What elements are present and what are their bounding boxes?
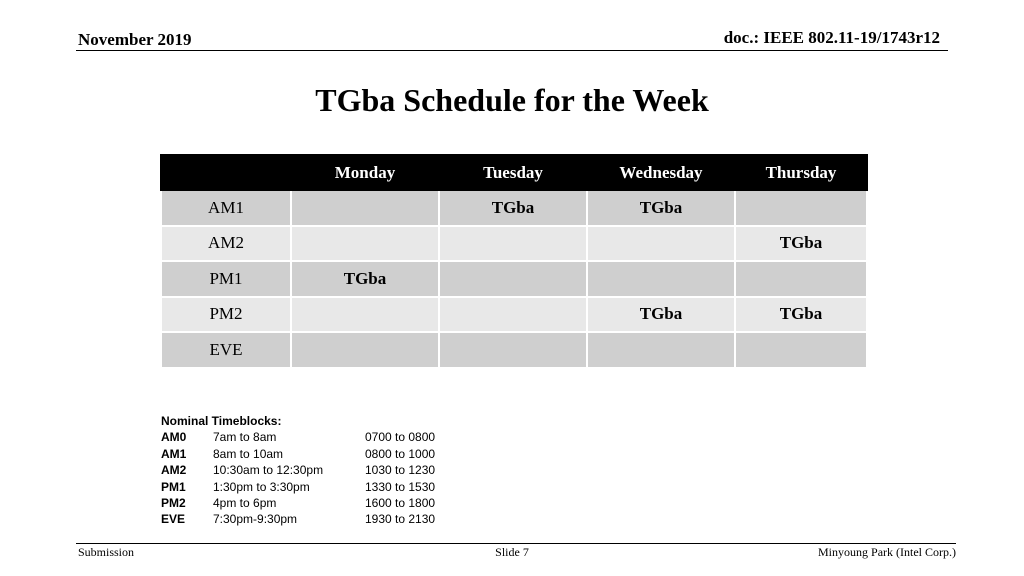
timeblock-military-time: 1600 to 1800 — [365, 495, 436, 510]
timeblock-military-time: 1330 to 1530 — [365, 479, 436, 494]
column-header-tuesday: Tuesday — [439, 155, 587, 190]
table-cell — [735, 190, 867, 226]
timeblock-code: AM2 — [161, 463, 187, 478]
timeblock-military-time: 0700 to 0800 — [365, 430, 436, 445]
timeblock-row — [161, 511, 436, 527]
header-date: November 2019 — [78, 30, 192, 49]
header-divider — [76, 50, 948, 51]
timeblock-code: PM2 — [161, 495, 186, 510]
row-label: AM1 — [161, 190, 291, 226]
timeblock-row — [161, 495, 436, 511]
table-row — [161, 332, 867, 368]
schedule-table — [160, 154, 868, 369]
timeblock-time: 1:30pm to 3:30pm — [213, 479, 310, 494]
timeblock-row — [161, 429, 436, 445]
row-label: EVE — [161, 332, 291, 368]
column-header-wednesday: Wednesday — [587, 155, 735, 190]
timeblock-time: 10:30am to 12:30pm — [213, 463, 324, 478]
timeblock-code: EVE — [161, 512, 186, 527]
table-cell — [291, 190, 439, 226]
table-row — [161, 261, 867, 297]
table-row — [161, 190, 867, 226]
timeblock-row — [161, 479, 436, 495]
timeblocks-legend — [161, 413, 436, 528]
schedule-header-row — [161, 155, 867, 190]
table-cell — [439, 226, 587, 262]
column-header-thursday: Thursday — [735, 155, 867, 190]
table-cell: TGba — [439, 190, 587, 226]
table-cell — [291, 297, 439, 333]
timeblock-code: PM1 — [161, 479, 186, 494]
timeblocks-heading: Nominal Timeblocks: — [161, 414, 282, 428]
column-header-monday: Monday — [291, 155, 439, 190]
table-cell: TGba — [735, 297, 867, 333]
table-cell: TGba — [587, 297, 735, 333]
table-cell — [291, 332, 439, 368]
table-row — [161, 297, 867, 333]
table-cell — [439, 261, 587, 297]
timeblock-code: AM0 — [161, 430, 187, 445]
table-cell — [439, 332, 587, 368]
timeblock-military-time: 1030 to 1230 — [365, 463, 436, 478]
timeblock-code: AM1 — [161, 446, 187, 461]
footer-divider — [76, 543, 956, 544]
timeblock-row — [161, 446, 436, 462]
table-cell: TGba — [735, 226, 867, 262]
table-cell — [587, 226, 735, 262]
timeblock-time: 8am to 10am — [213, 446, 284, 461]
timeblock-military-time: 0800 to 1000 — [365, 446, 436, 461]
row-label: PM1 — [161, 261, 291, 297]
row-label: AM2 — [161, 226, 291, 262]
timeblock-time: 7am to 8am — [213, 430, 277, 445]
footer-author: Minyoung Park (Intel Corp.) — [818, 545, 956, 559]
row-label: PM2 — [161, 297, 291, 333]
footer-submission: Submission — [78, 545, 135, 559]
table-cell: TGba — [291, 261, 439, 297]
table-row — [161, 226, 867, 262]
header-doc-id: doc.: IEEE 802.11-19/1743r12 — [723, 28, 940, 47]
timeblock-time: 4pm to 6pm — [213, 495, 277, 510]
table-cell: TGba — [587, 190, 735, 226]
column-header-blank — [161, 155, 291, 190]
table-cell — [735, 332, 867, 368]
timeblock-time: 7:30pm-9:30pm — [213, 512, 298, 527]
table-cell — [587, 261, 735, 297]
table-cell — [587, 332, 735, 368]
table-cell — [291, 226, 439, 262]
timeblock-military-time: 1930 to 2130 — [365, 512, 436, 527]
footer-slide-number: Slide 7 — [495, 545, 529, 559]
table-cell — [439, 297, 587, 333]
timeblock-row — [161, 462, 436, 478]
table-cell — [735, 261, 867, 297]
slide-title: TGba Schedule for the Week — [315, 82, 709, 118]
